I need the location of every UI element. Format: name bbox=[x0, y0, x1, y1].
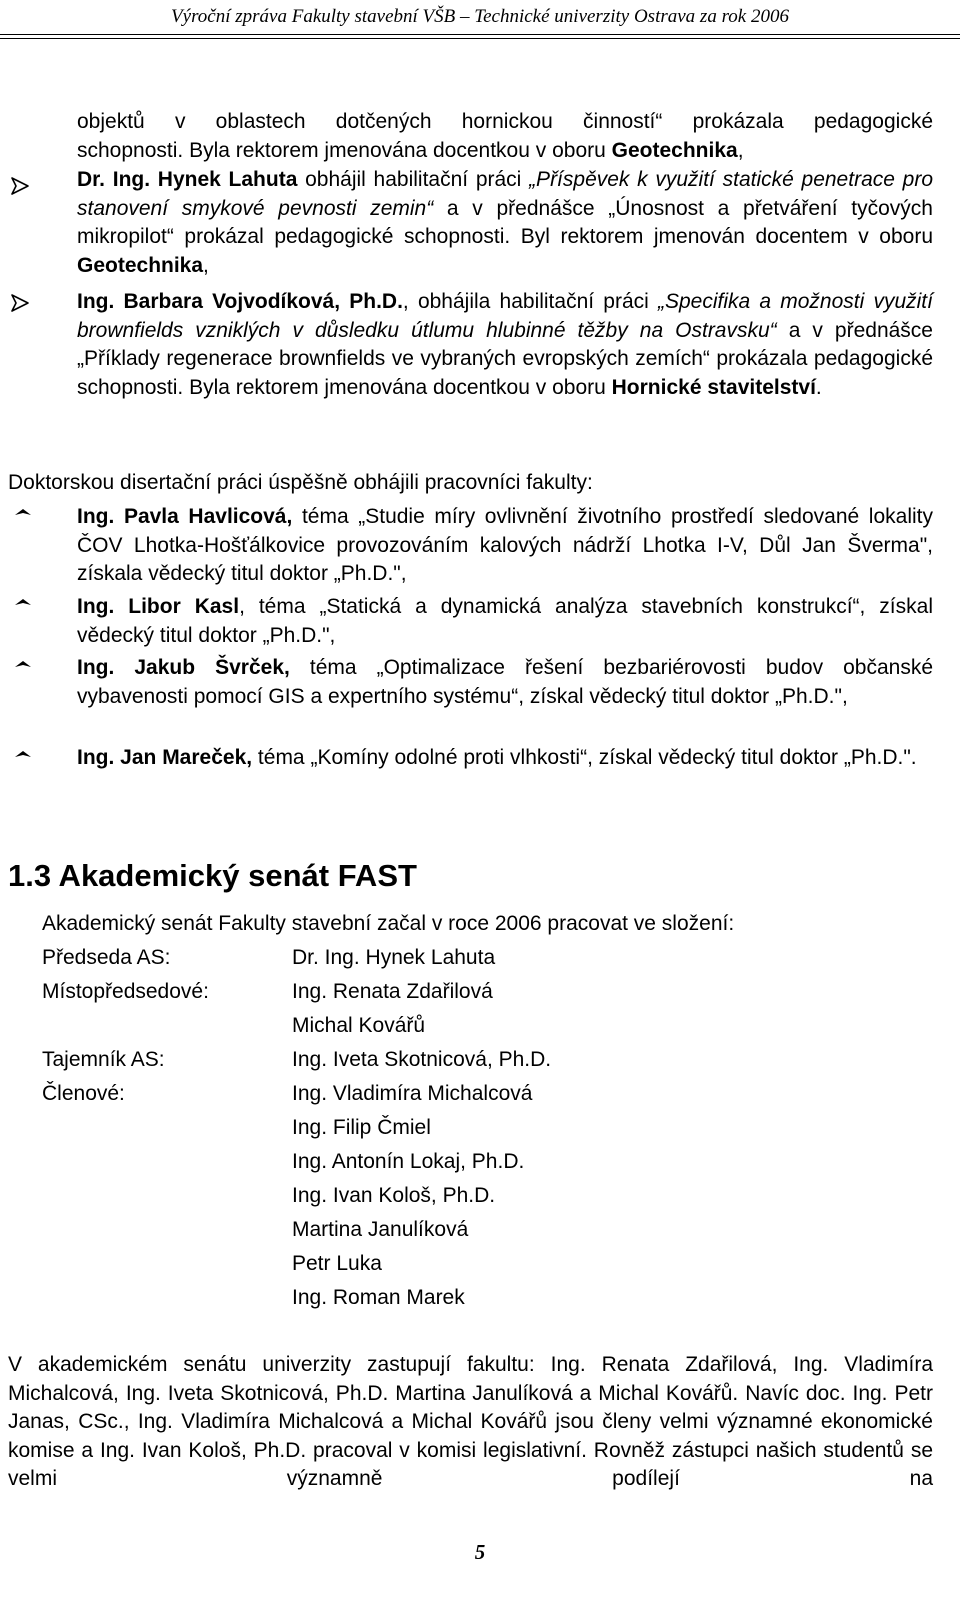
member-name: Michal Kovářů bbox=[292, 1014, 426, 1037]
item-text: , téma „Statická a dynamická analýza stavebních konstrukcí“, získal vědecký titul doktor „Ph.D.", bbox=[77, 595, 933, 647]
punctuation: . bbox=[815, 375, 822, 399]
role-label: Místopředsedové: bbox=[42, 980, 209, 1003]
habilitation-item bbox=[77, 166, 933, 280]
arrow-bullet-icon bbox=[10, 176, 30, 196]
field-name: Geotechnika bbox=[77, 253, 204, 277]
member-name: Ing. Filip Čmiel bbox=[292, 1116, 431, 1139]
bullet-icon bbox=[14, 507, 32, 521]
doctoral-intro: Doktorskou disertační práci úspěšně obhájili pracovníci fakulty: bbox=[8, 471, 593, 494]
person-name: Libor Kasl bbox=[128, 595, 240, 618]
doctorate-item bbox=[77, 744, 933, 773]
doctorate-item bbox=[77, 593, 933, 650]
member-name: Ing. Iveta Skotnicová, Ph.D. bbox=[292, 1048, 552, 1071]
item-text: téma „Optimalizace řešení bezbariérovosti budov občanské vybavenosti pomocí GIS a expertního systému“, získal vědecký titul doktor „Ph.D.", bbox=[77, 656, 933, 708]
role-label: Tajemník AS: bbox=[42, 1048, 165, 1071]
member-name: Ing. Vladimíra Michalcová bbox=[292, 1082, 533, 1105]
header-rule bbox=[0, 34, 960, 35]
section-intro: Akademický senát Fakulty stavební začal v roce 2006 pracovat ve složení: bbox=[42, 912, 735, 935]
continuation-text: schopnosti. Byla rektorem jmenována docentkou v oboru bbox=[77, 138, 612, 162]
closing-paragraph: V akademickém senátu univerzity zastupují fakultu: Ing. Renata Zdařilová, Ing. Vladimíra Michalcová, Ing. Iveta Skotnicová, Ph.D. Martina Janulíková a Michal Kovářů. Navíc doc. Ing. Petr Janas, CSc., Ing. Vladimíra Michalcová a Michal Kovářů jsou členy velmi významné ekonomické komise a Ing. Ivan Kološ, Ph.D. pracoval v komisi legislativní. Rovněž zástupci našich studentů se velmi významně podílejí na bbox=[8, 1353, 933, 1490]
person-title: Ing. bbox=[77, 656, 135, 679]
bullet-icon bbox=[14, 597, 32, 611]
arrow-bullet-icon bbox=[10, 293, 30, 313]
continuation-line-2 bbox=[77, 137, 933, 166]
header-rule-secondary bbox=[0, 38, 960, 39]
field-name: Hornické stavitelství bbox=[611, 375, 816, 399]
member-name: Petr Luka bbox=[292, 1252, 382, 1275]
person-name: Dr. Ing. Hynek Lahuta bbox=[77, 168, 298, 191]
habilitation-item bbox=[77, 288, 933, 402]
member-name: Ing. Ivan Kološ, Ph.D. bbox=[292, 1184, 496, 1207]
item-text: obhájil habilitační práci bbox=[297, 168, 530, 191]
continuation-paragraph bbox=[77, 108, 933, 165]
member-name: Ing. Antonín Lokaj, Ph.D. bbox=[292, 1150, 525, 1173]
person-name: Pavla Havlicová, bbox=[123, 505, 293, 528]
role-label: Předseda AS: bbox=[42, 946, 171, 969]
member-name: Ing. Roman Marek bbox=[292, 1286, 465, 1309]
thesis-title: „Příspěvek k využití statické penetrace pro stanovení smykové pevnosti zemin“ bbox=[77, 168, 933, 220]
bullet-icon bbox=[14, 659, 32, 673]
doctorate-item bbox=[77, 503, 933, 589]
running-header: Výroční zpráva Fakulty stavební VŠB – Technické univerzity Ostrava za rok 2006 bbox=[171, 6, 789, 27]
item-text: a v přednášce „Únosnost a přetváření tyčových mikropilot“ prokázal pedagogické schopnosti. Byl rektorem jmenován docentem v oboru bbox=[77, 196, 933, 248]
role-label: Členové: bbox=[42, 1082, 125, 1105]
member-name: Martina Janulíková bbox=[292, 1218, 469, 1241]
member-name: Ing. Renata Zdařilová bbox=[292, 980, 493, 1003]
person-title: Ing. bbox=[77, 505, 124, 528]
doctorate-item bbox=[77, 654, 933, 711]
person-name: Ing. Barbara Vojvodíková, Ph.D. bbox=[77, 290, 403, 313]
item-text: a v přednášce „Příklady regenerace brownfields ve vybraných evropských zemích“ prokázala pedagogické schopnosti. Byla rektorem jmenována docentkou v oboru bbox=[77, 318, 933, 399]
bullet-icon bbox=[14, 749, 32, 763]
field-name: Geotechnika bbox=[611, 138, 738, 162]
member-name: Dr. Ing. Hynek Lahuta bbox=[292, 946, 496, 969]
punctuation: , bbox=[203, 253, 209, 277]
person-title: Ing. bbox=[77, 595, 129, 618]
thesis-title: „Specifika a možnosti využití brownfields vzniklých v důsledku útlumu hlubinné těžby na Ostravsku“ bbox=[77, 290, 933, 342]
page-number: 5 bbox=[474, 1540, 486, 1564]
person-name: Jakub Švrček, bbox=[134, 656, 290, 679]
punctuation: , bbox=[737, 138, 744, 162]
person-name: Jan Mareček, bbox=[120, 746, 253, 769]
section-heading: 1.3 Akademický senát FAST bbox=[8, 858, 417, 893]
item-text: , obhájila habilitační práci bbox=[402, 290, 658, 313]
continuation-line-1: objektů v oblastech dotčených hornickou činností“ prokázala pedagogické bbox=[77, 110, 933, 133]
item-text: téma „Studie míry ovlivnění životního prostředí sledované lokality ČOV Lhotka-Hošťálkovice provozováním kalových nádrží Lhotka I-V, Důl Jan Šverma", získala vědecký titul doktor „Ph.D.", bbox=[77, 505, 933, 585]
person-title: Ing. bbox=[77, 746, 121, 769]
item-text: téma „Komíny odolné proti vlhkosti“, získal vědecký titul doktor „Ph.D.". bbox=[252, 746, 917, 769]
